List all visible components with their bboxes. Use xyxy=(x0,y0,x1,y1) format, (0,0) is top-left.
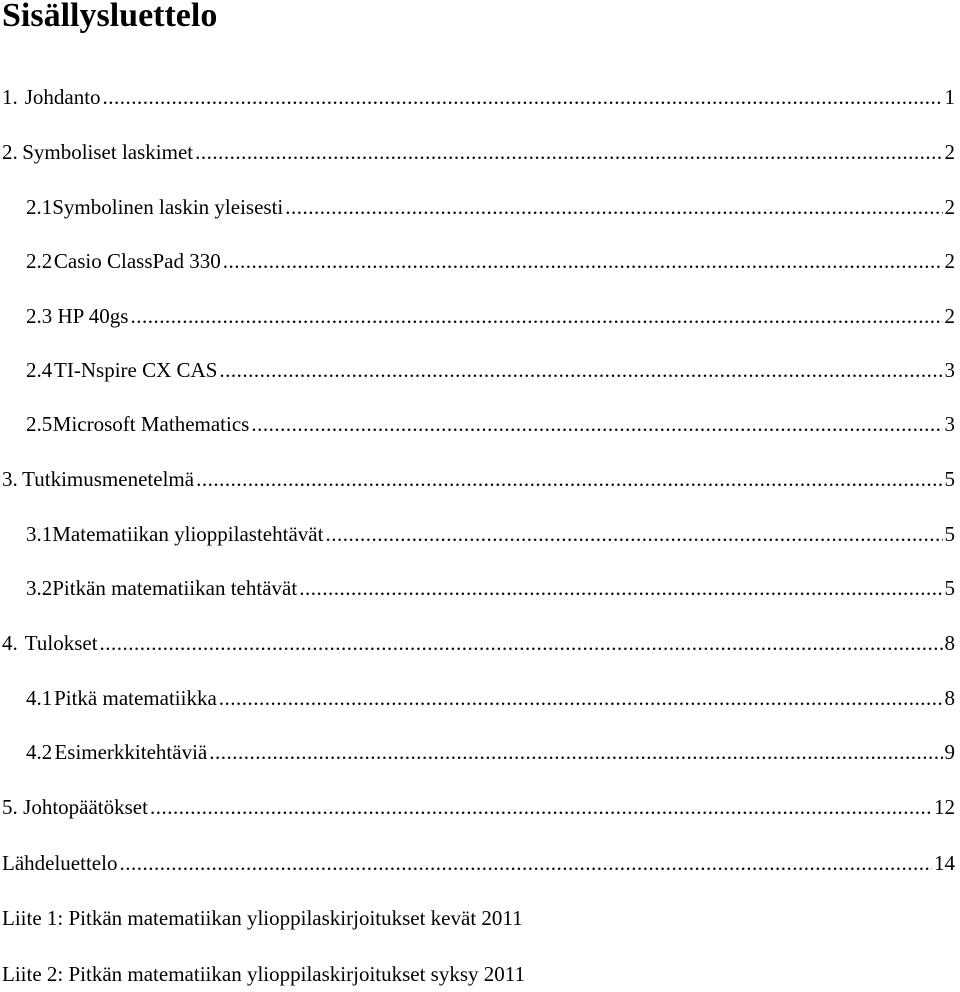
toc-entry-number: 5. xyxy=(2,795,18,819)
toc-entry-label: Symboliset laskimet xyxy=(22,140,194,164)
toc-entry-number: 1. xyxy=(2,85,18,109)
toc-leader-dots xyxy=(130,301,942,331)
toc-entry[interactable] xyxy=(0,628,955,658)
toc-entry-label: Lähdeluettelo xyxy=(2,851,118,875)
toc-entry-page: 2 xyxy=(944,140,955,164)
toc-entry-page: 5 xyxy=(944,467,955,491)
toc-leader-dots xyxy=(195,137,942,167)
toc-entry-number: 2.1 xyxy=(26,195,53,219)
toc-entry-page: 12 xyxy=(934,795,955,819)
toc-leader-dots xyxy=(100,628,943,658)
toc-entry-number: 3.2 xyxy=(26,576,53,600)
toc-leader-dots xyxy=(285,192,942,222)
toc-leader-dots xyxy=(299,573,942,603)
toc-entry[interactable] xyxy=(0,301,955,331)
toc-entry-page: 5 xyxy=(944,576,955,600)
toc-entry[interactable] xyxy=(0,192,955,222)
toc-entry[interactable] xyxy=(0,573,955,603)
toc-entry-page: 2 xyxy=(944,195,955,219)
toc-entry-label: Johtopäätökset xyxy=(23,795,148,819)
toc-entry[interactable] xyxy=(0,519,955,549)
toc-entry-page: 2 xyxy=(944,304,955,328)
toc-entry-label: Tulokset xyxy=(24,631,98,655)
toc-entry-number: 2.4 xyxy=(26,358,53,382)
toc-entry[interactable] xyxy=(0,848,955,878)
toc-leader-dots xyxy=(251,409,942,439)
toc-entry-label: Casio ClassPad 330 xyxy=(53,249,221,273)
toc-entry-page: 9 xyxy=(944,740,955,764)
toc-entry-label: Microsoft Mathematics xyxy=(52,412,250,436)
appendix-1[interactable]: Liite 1: Pitkän matematiikan ylioppilaskirjoitukset kevät 2011 xyxy=(2,906,523,930)
page-title: Sisällysluettelo xyxy=(2,0,218,34)
toc-entry[interactable] xyxy=(0,246,955,276)
toc-entry-page: 5 xyxy=(944,522,955,546)
toc-entry-page: 3 xyxy=(944,358,955,382)
toc-entry-label: Matematiikan ylioppilastehtävät xyxy=(52,522,324,546)
toc-leader-dots xyxy=(219,683,943,713)
toc-entry-number: 2.5 xyxy=(26,412,53,436)
toc-entry-number: 2.3 xyxy=(26,304,53,328)
toc-entry[interactable] xyxy=(0,737,955,767)
toc-leader-dots xyxy=(150,792,932,822)
toc-entry[interactable] xyxy=(0,137,955,167)
toc-entry-label: Tutkimusmenetelmä xyxy=(22,467,195,491)
toc-entry-page: 3 xyxy=(944,412,955,436)
toc-leader-dots xyxy=(219,355,942,385)
toc-entry[interactable] xyxy=(0,355,955,385)
toc-entry[interactable] xyxy=(0,464,955,494)
toc-entry-number: 3.1 xyxy=(26,522,53,546)
toc-entry[interactable] xyxy=(0,683,955,713)
toc-entry-label: Pitkän matematiikan tehtävät xyxy=(52,576,298,600)
toc-entry-label: Pitkä matematiikka xyxy=(54,686,217,710)
toc-entry-page: 1 xyxy=(944,85,955,109)
appendix-2[interactable]: Liite 2: Pitkän matematiikan ylioppilaskirjoitukset syksy 2011 xyxy=(2,962,526,986)
toc-entry-number: 2. xyxy=(2,140,18,164)
toc-entry-number: 3. xyxy=(2,467,18,491)
toc-entry-label: Esimerkkitehtäviä xyxy=(54,740,208,764)
toc-entry[interactable] xyxy=(0,792,955,822)
toc-entry-label: Symbolinen laskin yleisesti xyxy=(52,195,284,219)
toc-leader-dots xyxy=(103,82,943,112)
toc-entry-number: 2.2 xyxy=(26,249,53,273)
toc-entry-page: 2 xyxy=(944,249,955,273)
toc-leader-dots xyxy=(119,848,932,878)
toc-leader-dots xyxy=(325,519,942,549)
toc-entry-page: 8 xyxy=(944,631,955,655)
toc-entry[interactable] xyxy=(0,409,955,439)
toc-entry-number: 4.1 xyxy=(26,686,53,710)
toc-entry-page: 14 xyxy=(934,851,955,875)
toc-entry-page: 8 xyxy=(944,686,955,710)
toc-entry-number: 4.2 xyxy=(26,740,53,764)
toc-leader-dots xyxy=(209,737,942,767)
toc-leader-dots xyxy=(223,246,943,276)
toc-entry-label: Johdanto xyxy=(24,85,101,109)
toc-entry-label: TI-Nspire CX CAS xyxy=(54,358,218,382)
toc-entry[interactable] xyxy=(0,82,955,112)
toc-entry-label: HP 40gs xyxy=(57,304,129,328)
toc-leader-dots xyxy=(196,464,942,494)
toc-entry-number: 4. xyxy=(2,631,18,655)
